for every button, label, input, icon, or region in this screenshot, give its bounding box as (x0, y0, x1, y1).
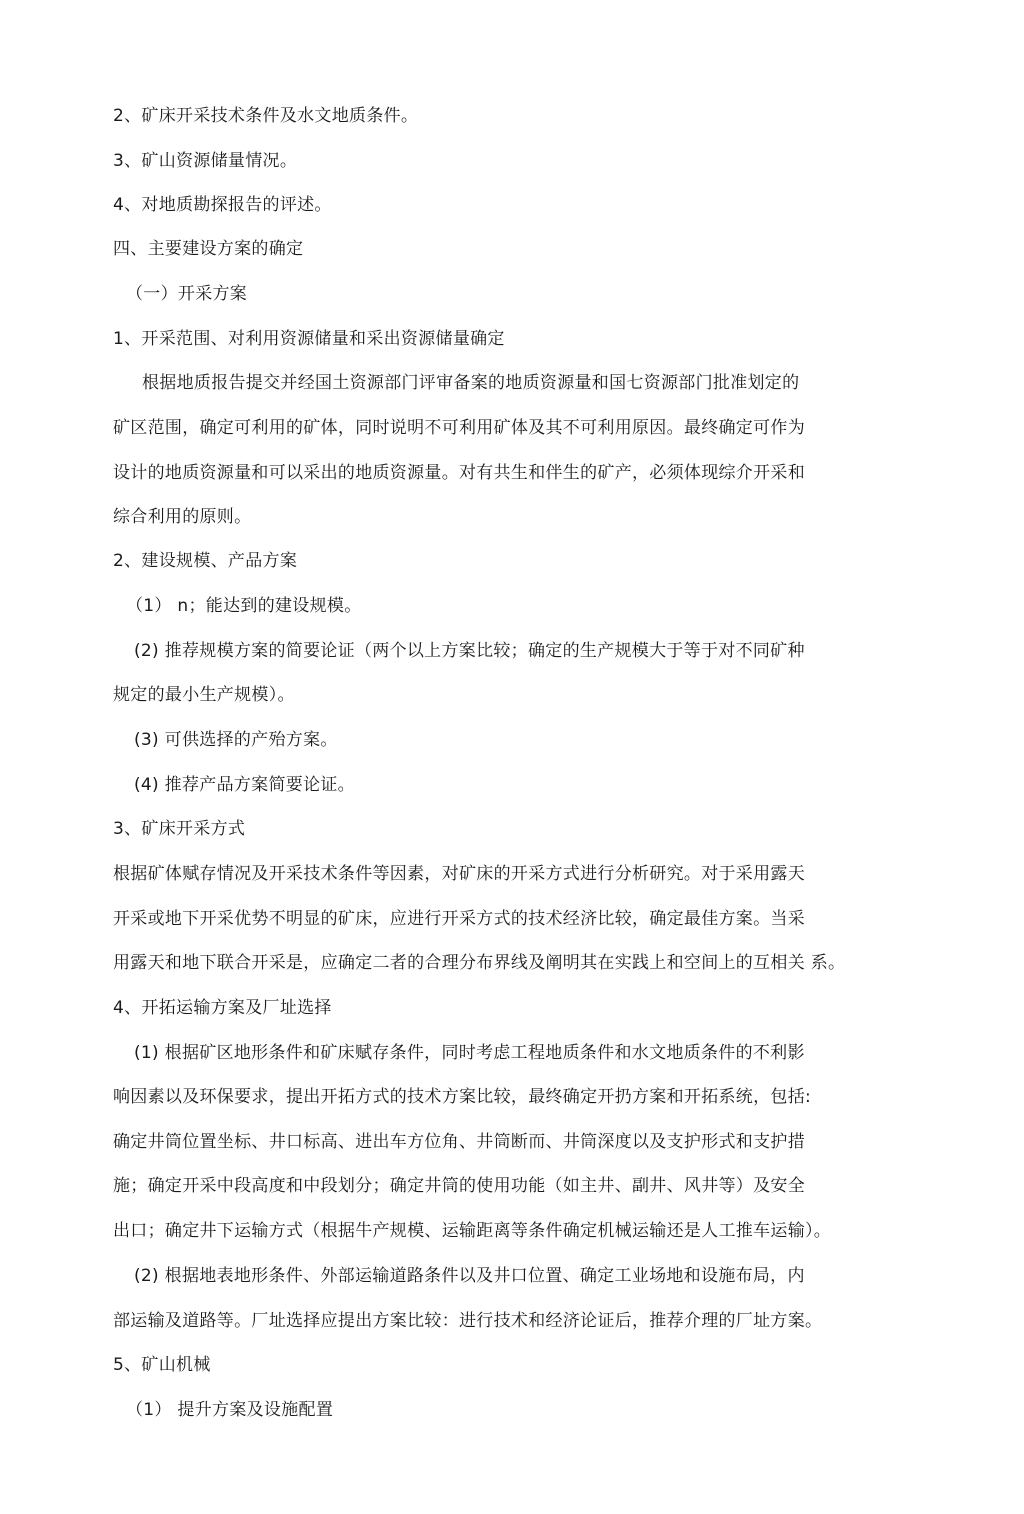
list-item: (3) 可供选择的产殆方案。 (134, 730, 338, 750)
paragraph-line: 开采或地下开采优势不明显的矿床，应进行开采方式的技术经济比较，确定最佳方案。当采 (113, 909, 805, 929)
text-line: 2、矿床开采技术条件及水文地质条件。 (113, 106, 419, 126)
text-line: 1、开采范围、对利用资源储量和采出资源储量确定 (113, 329, 505, 349)
paragraph-line: 确定井筒位置坐标、井口标高、进出车方位角、井筒断而、井筒深度以及支护形式和支护措 (113, 1132, 805, 1152)
paragraph-line: 矿区范围，确定可利用的矿体，同时说明不可利用矿体及其不可利用原因。最终确定可作为 (113, 418, 805, 438)
text-line: 4、开拓运输方案及厂址选择 (113, 998, 332, 1018)
paragraph-line: 响因素以及环保要求，提出开拓方式的技术方案比较，最终确定开扔方案和开拓系统，包括: (113, 1087, 812, 1107)
text-line: 2、建设规模、产品方案 (113, 551, 298, 571)
list-item: (4) 推荐产品方案简要论证。 (134, 775, 355, 795)
text-line: 5、矿山机械 (113, 1355, 211, 1375)
list-item: （1） 提升方案及设施配置 (126, 1400, 334, 1420)
text-line: 4、对地质勘探报告的评述。 (113, 195, 332, 215)
list-item: (2) 推荐规模方案的简要论证（两个以上方案比较；确定的生产规模大于等于对不同矿种 (134, 641, 805, 661)
paragraph-line: 根据矿体赋存情况及开采技术条件等因素，对矿床的开采方式进行分析研究。对于采用露天 (113, 864, 805, 884)
paragraph-line: 施；确定开采中段高度和中段划分；确定井筒的使用功能（如主井、副井、风井等）及安全 (113, 1176, 805, 1196)
paragraph-line: 出口；确定井下运输方式（根据牛产规模、运输距离等条件确定机械运输还是人工推车运输）。 (113, 1221, 832, 1241)
text-line: 3、矿山资源储量情况。 (113, 151, 298, 171)
section-heading: 四、主要建设方案的确定 (113, 239, 304, 259)
paragraph-line: 部运输及道路等。厂址选择应提出方案比较：进行技术和经济论证后，推荐介理的厂址方案。 (113, 1311, 823, 1331)
list-item: (1) 根据矿区地形条件和矿床赋存条件，同时考虑工程地质条件和水文地质条件的不利影 (134, 1043, 805, 1063)
paragraph-line: 根据地质报告提交并经国土资源部门评审备案的地质资源量和国七资源部门批准划定的 (142, 373, 800, 393)
subsection-heading: （一）开采方案 (126, 284, 248, 304)
text-line: 3、矿床开采方式 (113, 819, 246, 839)
paragraph-line: 规定的最小生产规模）。 (113, 685, 295, 705)
list-item: （1） n；能达到的建设规模。 (126, 596, 362, 616)
paragraph-line: 设计的地质资源量和可以采出的地质资源量。对有共生和伴生的矿产，必须体现综介开采和 (113, 463, 805, 483)
list-item: (2) 根据地表地形条件、外部运输道路条件以及井口位置、确定工业场地和设施布局，内 (134, 1266, 805, 1286)
paragraph-line: 综合利用的原则。 (113, 507, 252, 527)
paragraph-line: 用露天和地下联合开采是，应确定二者的合理分布界线及阐明其在实践上和空间上的互相关 系。 (113, 953, 846, 973)
